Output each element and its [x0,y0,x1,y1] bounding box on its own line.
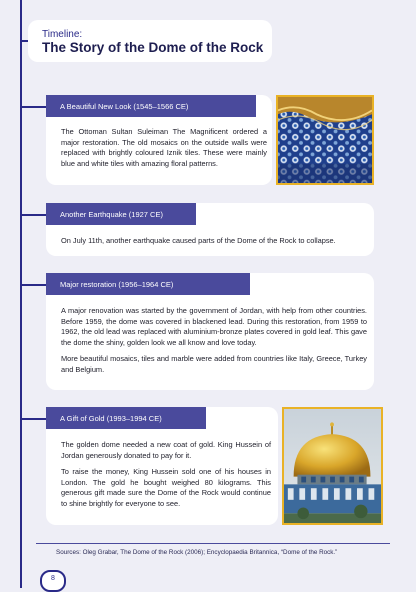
section-paragraph: On July 11th, another earthquake caused parts of the Dome of the Rock to collapse. [61,236,336,245]
golden-dome-image [284,409,381,523]
header-card [28,20,272,62]
section-body [61,306,367,382]
iznik-tiles-image [278,97,372,183]
footer-divider [36,543,390,544]
section-label: Another Earthquake (1927 CE) [46,203,196,225]
timeline-connector [20,284,46,286]
timeline-connector [20,418,46,420]
header-pretitle: Timeline: [42,29,83,40]
iznik-tiles-photo [276,95,374,185]
page-number: 8 [40,570,66,592]
section-paragraph: A major renovation was started by the government of Jordan, with help from other countries. Before 1959, the dome was covered in blackened lead. During this restoration, from 1959 to 1962, the old lead was replaced with aluminium-bronze plates covered in gold leaf. This gave the dome the shiny, golden look we all know and love today. [61,306,367,347]
golden-dome-photo [282,407,383,525]
timeline-connector [20,106,46,108]
timeline-connector [20,214,46,216]
section-paragraph: To raise the money, King Hussein sold one of his houses in London. The gold he bought weighed 80 kilograms. This generous gift made sure the Dome of the Rock would continue to shine brightly for everyone to see. [61,467,271,508]
section-body [61,440,271,516]
section-body [61,127,267,175]
section-paragraph: The golden dome needed a new coat of gold. King Hussein of Jordan generously donated to pay for it. [61,440,271,460]
section-label: A Beautiful New Look (1545–1566 CE) [46,95,256,117]
section-body [61,236,367,253]
section-paragraph: More beautiful mosaics, tiles and marble were added from countries like Italy, Greece, Turkey and Belgium. [61,354,367,374]
section-paragraph: The Ottoman Sultan Suleiman The Magnificent ordered a major restoration. The old mosaics on the outside walls were replaced with brightly coloured Iznik tiles. These were mainly blue and white tiles with amazing floral patterns. [61,127,267,168]
page-title: The Story of the Dome of the Rock [42,40,264,55]
section-label: A Gift of Gold (1993–1994 CE) [46,407,206,429]
timeline-line [20,0,22,588]
sources-note: Sources: Oleg Grabar, The Dome of the Rock (2006); Encyclopaedia Britannica, “Dome of the Rock.” [56,549,338,556]
section-label: Major restoration (1956–1964 CE) [46,273,250,295]
